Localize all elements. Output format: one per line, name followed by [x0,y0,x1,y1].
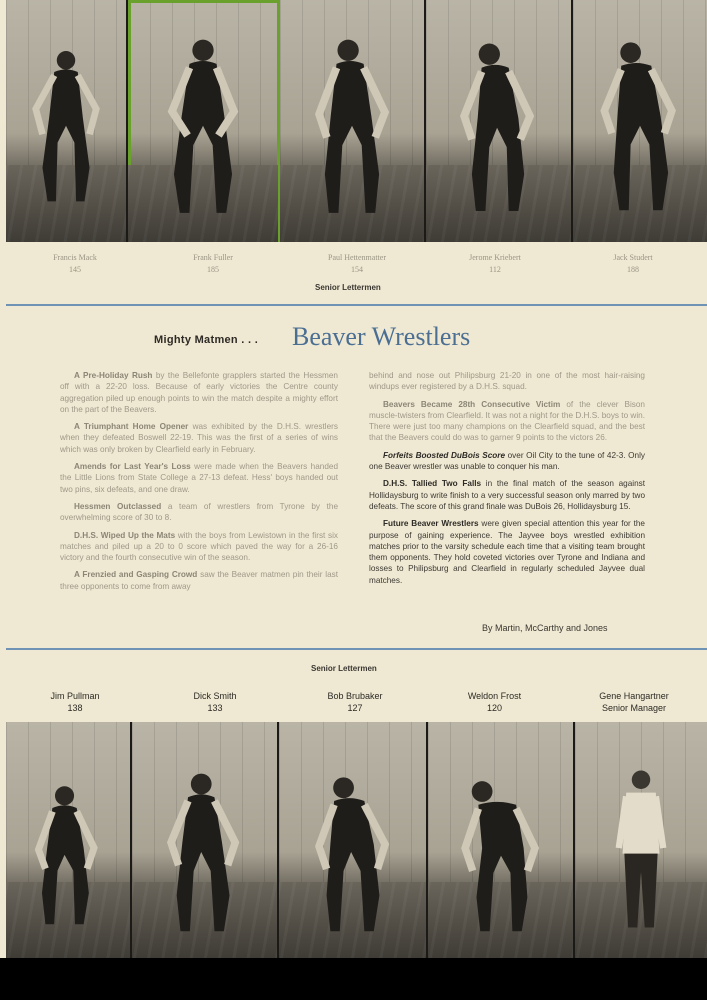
paragraph [369,399,645,444]
paragraph-lead: A Frenzied and Gasping Crowd [74,570,198,580]
paragraph [369,478,645,512]
caption-francis-mack [30,252,120,276]
paragraph-text: over Oil City to the tune of 42-3. Only one Beaver wrestler was unable to conquer his man. [369,450,645,472]
paragraph [60,569,338,592]
athlete-weight: 154 [351,265,363,274]
athlete-name: Paul Hettenmatter [328,253,386,262]
paragraph [369,518,645,586]
paragraph-lead: D.H.S. Wiped Up the Mats [74,530,176,540]
photo-frank-fuller[interactable] [128,0,280,242]
photo-dick-smith [132,722,279,958]
photo-jack-studert [573,0,707,242]
manager-figure [595,750,687,939]
paragraph-text: were given special attention this year for the purpose of gaining experience. The Jayvee boys wrestled exhibition matches prior to the varsity schedule each time that a visiting team brought them opponents. They hold coveted victories over Tyrone and Indiana and losses to Philipsburg and Clearfield in regularly scheduled Jayvee dual matches. [369,519,645,585]
athlete-weight: 185 [207,265,219,274]
paragraph-text: with the boys from Lewistown in the first six matches and piled up a 20 to 0 score which paved the way for a 26-16 victory and the fourth consecutive win of the season. [60,530,339,563]
caption-jerome-kriebert [445,252,545,276]
photo-gene-hangartner [575,722,707,958]
caption-weldon-frost [447,690,542,714]
caption-dick-smith [170,690,260,714]
divider-top [6,304,707,306]
page-title: Beaver Wrestlers [292,322,471,351]
wrestler-figure [450,750,552,939]
paragraph [369,370,645,393]
athlete-weight: 138 [67,703,83,713]
athlete-weight: 188 [627,265,639,274]
paragraph-text: saw the Beaver matmen pin their last three opponents to come from away [60,570,339,591]
athlete-name: Weldon Frost [467,691,522,701]
paragraph-text: by the Bellefonte grapplers started the Hessmen off with a 22-20 loss. Because of early victories the Centre county aggregation piled up enough points to win the match despite a mighty effort on the part of the Beavers. [60,371,338,414]
wrestler-figure [593,29,687,223]
paragraph-text: in the final match of the season against Hollidaysburg to write finish to a very successful season only marred by two defeats. The score of this grand finale was DuBois 26, Hollidaysburg 15. [369,479,646,511]
paragraph [369,450,645,473]
caption-bob-brubaker [305,690,405,714]
top-section-label: Senior Lettermen [315,283,381,292]
athlete-name: Jim Pullman [50,691,100,701]
paragraph-lead: D.H.S. Tallied Two Falls [383,479,482,489]
photo-paul-hettenmatter [280,0,426,242]
athlete-weight: 112 [489,265,501,274]
athlete-name: Jack Studert [613,253,653,262]
paragraph [60,461,338,495]
paragraph-text: a team of wrestlers from Tyrone by the overwhelming score of 30 to 8. [60,501,338,523]
paragraph-lead: Beavers Became 28th Consecutive Victim [383,399,561,409]
caption-paul-hettenmatter [302,252,412,276]
athlete-name: Gene Hangartner [599,691,669,701]
athlete-weight: 120 [486,703,503,713]
wrestler-figure [154,750,256,939]
paragraph-text: behind and nose out Philipsburg 21-20 in one of the most hair-raising windups ever registered by a D.H.S. squad. [369,371,645,392]
paragraph-text: was exhibited by the D.H.S. wrestlers when they defeated Boswell 22-19. This was the first of a series of wins which was only broken by Clearfield early in February. [60,422,338,454]
paragraph [60,370,338,415]
wrestler-figure [151,29,256,223]
athlete-name: Bob Brubaker [327,691,383,701]
bottom-section-label: Senior Lettermen [311,664,377,673]
wrestler-figure [301,750,404,939]
paragraph-lead: Future Beaver Wrestlers [383,519,479,529]
paragraph-lead: A Triumphant Home Opener [74,422,189,432]
paragraph-text: were made when the Beavers handed the Little Lions from State College a 27-13 defeat. Hess' boys handed out two pins, six defeats, and one draw. [60,462,338,494]
paragraph-lead: Amends for Last Year's Loss [74,462,191,472]
athlete-name: Francis Mack [53,253,97,262]
paragraph-lead: Forfeits Boosted DuBois Score [383,450,506,460]
paragraph-text: of the clever Bison muscle-twisters from Clearfield. It was not a night for the D.H.S. boys to win. There were just too many champions on the Clearfield squad, and the best that the Beavers could do was to garner 9 points to the victors 26. [369,399,645,443]
paragraph-lead: Hessmen Outclassed [74,501,162,511]
photo-weldon-frost [428,722,575,958]
caption-gene-hangartner [580,690,688,714]
athlete-weight: 145 [69,265,81,274]
athlete-name: Frank Fuller [193,253,233,262]
wrestler-figure [302,29,403,223]
wrestler-figure [24,29,108,223]
article-right-column [369,370,645,592]
athlete-weight: 133 [207,703,223,713]
photo-francis-mack [6,0,128,242]
caption-frank-fuller [168,252,258,276]
athlete-name: Dick Smith [193,691,237,701]
caption-jim-pullman [30,690,120,714]
athlete-role: Senior Manager [601,703,667,713]
photo-jim-pullman [6,722,132,958]
article-left-column [60,370,338,598]
paragraph [60,421,338,455]
athlete-name: Jerome Kriebert [469,253,521,262]
paragraph [60,501,338,524]
caption-jack-studert [588,252,678,276]
wrestler-figure [448,29,550,223]
photo-bob-brubaker [279,722,428,958]
paragraph-lead: A Pre-Holiday Rush [74,371,153,380]
wrestler-figure [25,750,112,939]
photo-jerome-kriebert [426,0,573,242]
paragraph [60,530,338,564]
divider-bottom [6,648,707,650]
heading-lead: Mighty Matmen . . . [154,334,259,346]
athlete-weight: 127 [347,703,363,713]
byline: By Martin, McCarthy and Jones [482,623,608,633]
